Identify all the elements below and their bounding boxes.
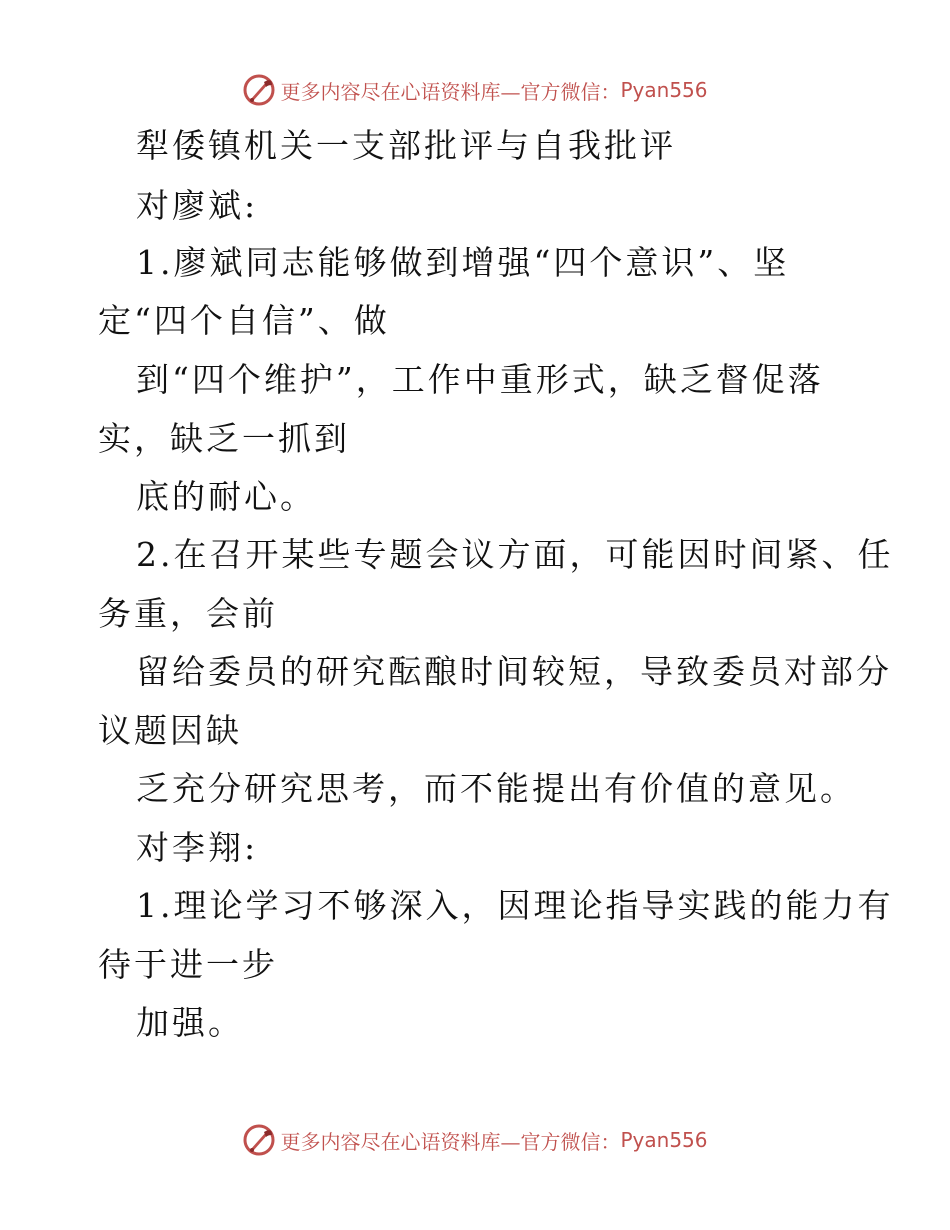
footer-watermark [0, 1120, 950, 1160]
paragraph-line: 务重，会前 [98, 594, 278, 633]
paragraph-line: 到“四个维护”，工作中重形式，缺乏督促落 [136, 360, 824, 399]
paragraph-line: 对廖斌: [136, 186, 259, 225]
watermark-text: 更多内容尽在心语资料库—官方微信： [280, 79, 621, 104]
paragraph-line: 待于进一步 [98, 945, 278, 984]
quill-pen-logo-icon [242, 1123, 276, 1157]
paragraph-line: 2.在召开某些专题会议方面，可能因时间紧、任 [136, 535, 894, 574]
paragraph-line: 乏充分研究思考，而不能提出有价值的意见。 [136, 769, 856, 808]
paragraph-line: 定“四个自信”、做 [98, 301, 390, 340]
paragraph-line: 1.理论学习不够深入，因理论指导实践的能力有 [136, 886, 894, 925]
paragraph-line: 议题因缺 [98, 711, 242, 750]
paragraph-line: 底的耐心。 [136, 477, 316, 516]
paragraph-line: 实，缺乏一抓到 [98, 419, 350, 458]
document-title: 犁倭镇机关一支部批评与自我批评 [136, 126, 676, 165]
paragraph-line: 对李翔: [136, 828, 259, 867]
paragraph-line: 加强。 [136, 1003, 244, 1042]
watermark-handle: Pyan556 [620, 1128, 708, 1152]
watermark-text: 更多内容尽在心语资料库—官方微信： [280, 1129, 621, 1154]
paragraph-line: 留给委员的研究酝酿时间较短，导致委员对部分 [136, 652, 892, 691]
paragraph-line: 1.廖斌同志能够做到增强“四个意识”、坚 [136, 243, 790, 282]
watermark-handle: Pyan556 [620, 78, 708, 102]
